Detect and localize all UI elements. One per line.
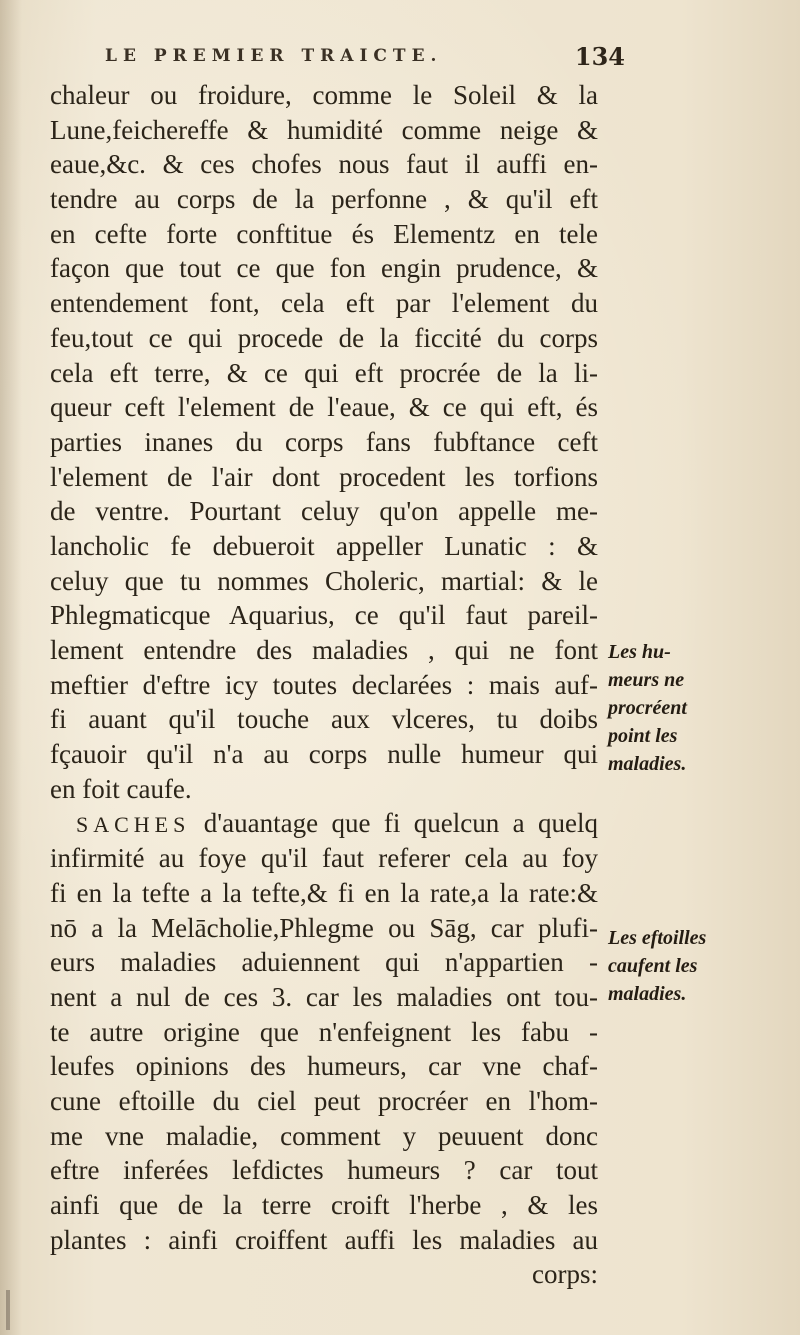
text-line: fçauoir qu'il n'a au corps nulle humeur qui: [50, 739, 598, 770]
margin-note-line: Les hu-: [608, 641, 671, 663]
text-line: l'element de l'air dont procedent les torfions: [50, 461, 598, 492]
margin-note-line: caufent les: [608, 955, 698, 977]
text-line: façon que tout ce que fon engin prudence, &: [50, 253, 598, 284]
text-line: de ventre. Pourtant celuy qu'on appelle me-: [50, 496, 598, 527]
margin-note-stars: [608, 924, 798, 1008]
text-line: lancholic fe debueroit appeller Lunatic : &: [50, 530, 598, 561]
paragraph-start-line: [50, 806, 598, 841]
text-line: nent a nul de ces 3. car les maladies ont tou-: [50, 981, 598, 1012]
text-fragment: d'auantage que fi quelcun a quelq: [203, 808, 599, 839]
text-line: leufes opinions des humeurs, car vne chaf-: [50, 1051, 598, 1082]
text-line: infirmité au foye qu'il faut referer cela au foy: [50, 843, 598, 874]
binding-shadow: [0, 0, 22, 1335]
text-line: me vne maladie, comment y peuuent donc: [50, 1120, 598, 1151]
text-line: entendement font, cela eft par l'element du: [50, 288, 598, 319]
text-line: Lune,feichereffe & humidité comme neige &: [50, 114, 598, 145]
text-line: eftre inferées lefdictes humeurs ? car tout: [50, 1155, 598, 1186]
margin-note-line: Les eftoilles: [608, 927, 707, 949]
catchword: corps:: [532, 1259, 598, 1290]
text-line: parties inanes du corps fans fubftance ceft: [50, 426, 598, 457]
text-line: eurs maladies aduiennent qui n'appartien -: [50, 947, 598, 978]
text-line: en foit caufe.: [50, 773, 192, 804]
text-line: eaue,&c. & ces chofes nous faut il auffi en-: [50, 149, 598, 180]
text-line: celuy que tu nommes Choleric, martial: & le: [50, 565, 598, 596]
binding-mark: [6, 1290, 10, 1330]
text-line: fi auant qu'il touche aux vlceres, tu doibs: [50, 704, 598, 735]
text-line: chaleur ou froidure, comme le Soleil & la: [50, 80, 598, 110]
text-line: feu,tout ce qui procede de la ficcité du corps: [50, 322, 598, 353]
text-line: cune eftoille du ciel peut procréer en l'hom-: [50, 1085, 598, 1116]
page-number: 134: [574, 42, 625, 71]
margin-note-line: meurs ne: [608, 669, 685, 691]
margin-note-humors: [608, 638, 798, 778]
margin-note-line: maladies.: [608, 753, 687, 775]
text-line: fi en la tefte a la tefte,& fi en la rate,a la rate:&: [50, 877, 598, 908]
margin-note-line: point les: [608, 725, 678, 747]
text-line: nō a la Melācholie,Phlegme ou Sāg, car plufi-: [50, 912, 598, 943]
body-text: [50, 78, 598, 1292]
margin-note-line: procréent: [608, 697, 687, 719]
text-line: ainfi que de la terre croift l'herbe , & les: [50, 1190, 598, 1220]
text-line: meftier d'eftre icy toutes declarées : mais auf-: [50, 669, 598, 700]
text-line: lement entendre des maladies , qui ne font: [50, 635, 598, 665]
text-line: tendre au corps de la perfonne , & qu'il eft: [50, 184, 598, 215]
text-line: plantes : ainfi croiffent auffi les maladies au: [50, 1224, 598, 1255]
text-line: cela eft terre, & ce qui eft procrée de la li-: [50, 357, 598, 388]
text-line: Phlegmaticque Aquarius, ce qu'il faut pareil-: [50, 600, 598, 631]
running-head: LE PREMIER TRAICTE.: [105, 46, 443, 66]
paragraph-lead-word: SACHES: [76, 812, 191, 838]
text-line: queur ceft l'element de l'eaue, & ce qui eft, és: [50, 392, 598, 423]
margin-note-line: maladies.: [608, 983, 687, 1005]
text-line: en cefte forte conftitue és Elementz en tele: [50, 218, 598, 249]
page-header: [105, 38, 625, 78]
text-line: te autre origine que n'enfeignent les fabu -: [50, 1016, 598, 1047]
